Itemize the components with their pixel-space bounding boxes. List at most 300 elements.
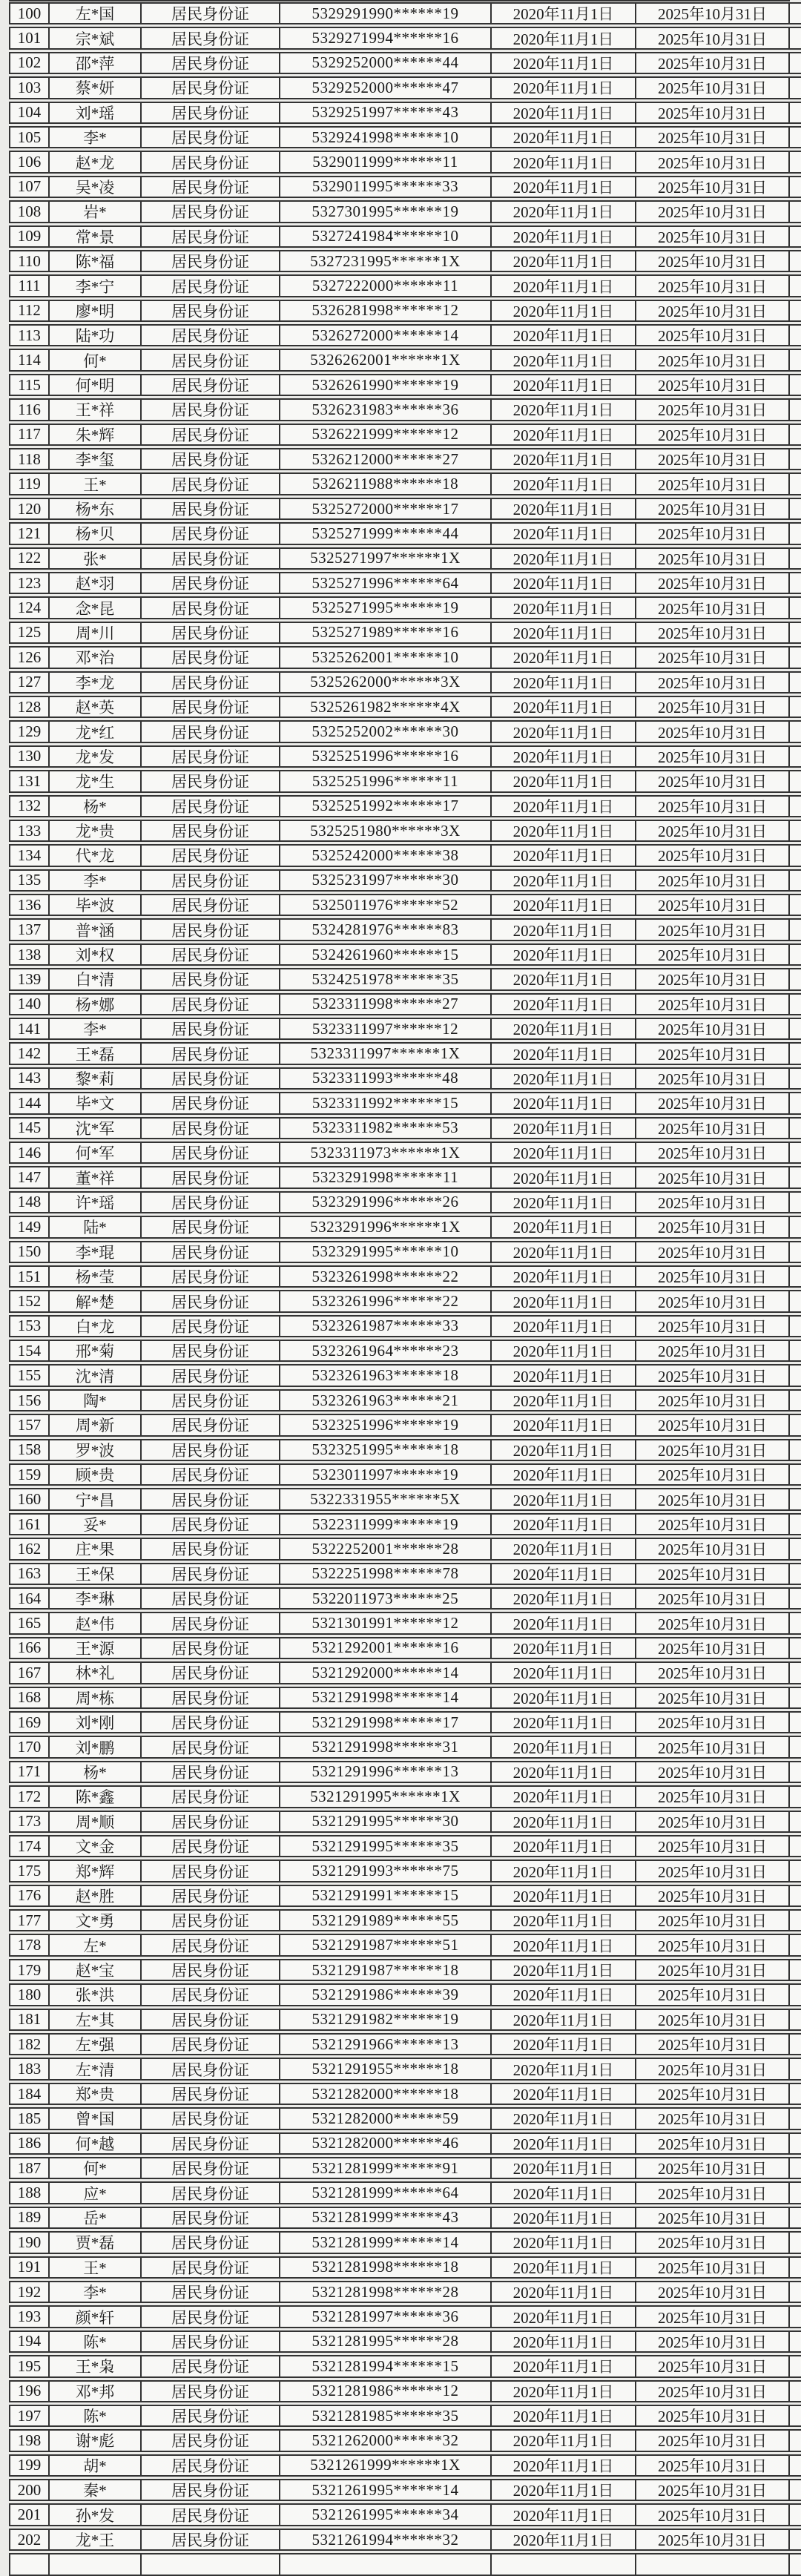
name-cell: 代*龙: [50, 846, 142, 865]
table-row: [9, 1811, 801, 1833]
table-row-box: [9, 2181, 790, 2204]
table-row: [9, 424, 801, 446]
row-number-cell: 142: [10, 1044, 50, 1063]
id-type-cell: 居民身份证: [142, 1167, 280, 1187]
next-column-sliver: [790, 1166, 801, 1188]
valid-from-cell: 2020年11月1日: [492, 1242, 636, 1262]
valid-to-cell: 2025年10月31日: [658, 673, 767, 692]
valid-to-cell: 2025年10月31日: [658, 2184, 767, 2203]
id-number-cell: 5323311997******12: [280, 1019, 492, 1038]
valid-from-cell: 2020年11月1日: [492, 2456, 636, 2475]
next-column-sliver: [790, 1909, 801, 1931]
valid-from-cell: 2020年11月1日: [492, 2059, 636, 2078]
next-column-sliver: [790, 2454, 801, 2477]
id-card-table: [9, 2, 801, 2576]
id-number-cell: 5323261987******33: [280, 1317, 492, 1336]
table-row: [9, 1067, 801, 1090]
valid-to-cell: 2025年10月31日: [658, 1317, 767, 1336]
valid-from-cell: 2020年11月1日: [492, 1119, 636, 1138]
row-number-cell: 197: [10, 2406, 50, 2425]
table-row: [9, 2305, 801, 2328]
valid-to-cell: 2025年10月31日: [658, 54, 767, 73]
table-row-box: [9, 2009, 790, 2031]
next-column-sliver: [790, 374, 801, 396]
table-row-box: [9, 76, 790, 99]
table-row: [9, 1241, 801, 1263]
valid-from-cell: 2020年11月1日: [492, 1539, 636, 1558]
name-cell: 蔡*妍: [50, 78, 142, 97]
next-column-sliver: [790, 869, 801, 892]
row-number-cell: 163: [10, 1564, 50, 1584]
table-row-box: [9, 1661, 790, 1684]
valid-to-cell: 2025年10月31日: [658, 2482, 767, 2500]
name-cell: 李*龙: [50, 673, 142, 692]
next-column-sliver: [790, 250, 801, 272]
id-number-cell: 5322311999******19: [280, 1515, 492, 1534]
valid-to-cell: 2025年10月31日: [658, 154, 767, 172]
name-cell: 左*其: [50, 2010, 142, 2029]
next-column-sliver: [790, 424, 801, 446]
id-number-cell: 5325231997******30: [280, 871, 492, 890]
valid-from-cell: 2020年11月1日: [492, 301, 636, 320]
table-row-box: [9, 1216, 790, 1238]
row-number-cell: 173: [10, 1812, 50, 1831]
table-row-box: [9, 2529, 790, 2551]
valid-from-cell: 2020年11月1日: [492, 598, 636, 617]
id-type-cell: 居民身份证: [142, 400, 280, 419]
name-cell: 廖*明: [50, 301, 142, 320]
table-row-box: [9, 1042, 790, 1064]
valid-to-cell: 2025年10月31日: [658, 1615, 767, 1633]
row-number-cell: 158: [10, 1440, 50, 1460]
table-row: [9, 1959, 801, 1981]
table-row-box: [9, 2281, 790, 2303]
next-column-sliver: [790, 102, 801, 124]
row-number-cell: 181: [10, 2010, 50, 2029]
id-number-cell: 5321291991******15: [280, 1886, 492, 1905]
id-number-cell: 5323011997******19: [280, 1465, 492, 1484]
valid-to-cell: 2025年10月31日: [658, 1491, 767, 1509]
name-cell: 刘*刚: [50, 1713, 142, 1732]
table-row-box: [9, 126, 790, 148]
next-column-sliver: [790, 1959, 801, 1981]
row-number-cell: 185: [10, 2109, 50, 2128]
name-cell: 赵*龙: [50, 152, 142, 171]
table-row: [9, 2181, 801, 2204]
row-number-cell: 170: [10, 1737, 50, 1756]
next-column-sliver: [790, 1414, 801, 1436]
valid-from-cell: 2020年11月1日: [492, 1935, 636, 1954]
valid-from-cell: 2020年11月1日: [492, 1564, 636, 1584]
table-row-box: [9, 1736, 790, 1758]
table-row-box: [9, 1612, 790, 1634]
table-row: [9, 1835, 801, 1857]
table-row-box: [9, 2058, 790, 2080]
table-row-box: [9, 1909, 790, 1931]
id-number-cell: 5324261960******15: [280, 945, 492, 964]
table-row-box: [9, 1191, 790, 1213]
table-row-box: [9, 1092, 790, 1114]
id-number-cell: 5321301991******12: [280, 1613, 492, 1633]
valid-from-cell: 2020年11月1日: [492, 152, 636, 171]
row-number-cell: 147: [10, 1167, 50, 1187]
next-column-sliver: [790, 943, 801, 966]
row-number-cell: 117: [10, 425, 50, 444]
id-type-cell: 居民身份证: [142, 350, 280, 369]
next-column-sliver: [790, 720, 801, 742]
id-type-cell: 居民身份证: [142, 895, 280, 915]
valid-from-cell: 2020年11月1日: [492, 28, 636, 47]
name-cell: 郑*辉: [50, 1861, 142, 1880]
table-row-box: [9, 1983, 790, 2006]
row-number-cell: 198: [10, 2431, 50, 2450]
table-row-box: [9, 398, 790, 421]
row-number-cell: 125: [10, 623, 50, 642]
name-cell: 念*昆: [50, 598, 142, 617]
valid-from-cell: 2020年11月1日: [492, 375, 636, 395]
row-number-cell: 139: [10, 969, 50, 989]
valid-from-cell: 2020年11月1日: [492, 1143, 636, 1162]
valid-from-cell: 2020年11月1日: [492, 1415, 636, 1434]
table-row: [9, 1711, 801, 1733]
next-column-sliver: [790, 968, 801, 990]
name-cell: 何*越: [50, 2134, 142, 2153]
row-number-cell: 146: [10, 1143, 50, 1162]
valid-from-cell: 2020年11月1日: [492, 1093, 636, 1113]
valid-from-cell: 2020年11月1日: [492, 2158, 636, 2178]
next-column-sliver: [790, 671, 801, 694]
row-number-cell: 120: [10, 499, 50, 518]
next-column-sliver: [790, 2553, 801, 2575]
row-number-cell: 152: [10, 1291, 50, 1311]
id-number-cell: 5321291989******55: [280, 1911, 492, 1930]
valid-from-cell: 2020年11月1日: [492, 846, 636, 865]
id-number-cell: 5329011999******11: [280, 152, 492, 171]
row-number-cell: 189: [10, 2208, 50, 2227]
id-type-cell: 居民身份证: [142, 1837, 280, 1856]
valid-from-cell: 2020年11月1日: [492, 2035, 636, 2054]
valid-to-cell: 2025年10月31日: [658, 5, 767, 24]
id-type-cell: 居民身份证: [142, 202, 280, 221]
valid-from-cell: 2020年11月1日: [492, 2480, 636, 2500]
table-row-box: [9, 1142, 790, 1164]
table-row-box: [9, 2132, 790, 2155]
valid-from-cell: 2020年11月1日: [492, 177, 636, 197]
table-row-box: [9, 2157, 790, 2179]
valid-to-cell: 2025年10月31日: [658, 2457, 767, 2475]
table-row-box: [9, 176, 790, 198]
table-row-box: [9, 1637, 790, 1659]
valid-to-cell: 2025年10月31日: [658, 995, 767, 1014]
id-number-cell: 5324281976******83: [280, 920, 492, 939]
id-number-cell: 5323261998******22: [280, 1267, 492, 1286]
valid-from-cell: 2020年11月1日: [492, 995, 636, 1014]
next-column-sliver: [790, 1216, 801, 1238]
id-type-cell: 居民身份证: [142, 2035, 280, 2054]
id-type-cell: 居民身份证: [142, 2332, 280, 2351]
name-cell: 龙*贵: [50, 821, 142, 840]
row-number-cell: 141: [10, 1019, 50, 1038]
table-row: [9, 1885, 801, 1907]
row-number-cell: 186: [10, 2134, 50, 2153]
name-cell: 龙*红: [50, 722, 142, 741]
id-type-cell: 居民身份证: [142, 128, 280, 147]
table-row-box: [9, 2033, 790, 2055]
next-column-sliver: [790, 1811, 801, 1833]
valid-from-cell: 2020年11月1日: [492, 2307, 636, 2326]
id-type-cell: 居民身份证: [142, 1242, 280, 1262]
table-row: [9, 795, 801, 817]
table-row: [9, 1265, 801, 1288]
table-row-box: [9, 1538, 790, 1560]
valid-to-cell: 2025年10月31日: [658, 2382, 767, 2401]
name-cell: 颜*轩: [50, 2307, 142, 2326]
valid-to-cell: 2025年10月31日: [658, 1887, 767, 1905]
next-column-sliver: [790, 1637, 801, 1659]
next-column-sliver: [790, 1513, 801, 1535]
row-number-cell: 132: [10, 797, 50, 816]
id-type-cell: 居民身份证: [142, 2134, 280, 2153]
table-row-box: [9, 2405, 790, 2427]
valid-to-cell: 2025年10月31日: [658, 723, 767, 742]
id-number-cell: 5329251997******43: [280, 103, 492, 122]
valid-from-cell: 2020年11月1日: [492, 425, 636, 444]
table-row: [9, 1414, 801, 1436]
name-cell: 何*: [50, 2158, 142, 2178]
id-type-cell: 居民身份证: [142, 449, 280, 469]
valid-from-cell: 2020年11月1日: [492, 128, 636, 147]
valid-from-cell: 2020年11月1日: [492, 2282, 636, 2302]
id-number-cell: 5325251992******17: [280, 797, 492, 816]
table-row-box: [9, 596, 790, 619]
valid-from-cell: 2020年11月1日: [492, 2406, 636, 2425]
valid-to-cell: 2025年10月31日: [658, 1367, 767, 1386]
next-column-sliver: [790, 646, 801, 668]
id-type-cell: 居民身份证: [142, 573, 280, 593]
table-row: [9, 2281, 801, 2303]
id-type-cell: 居民身份证: [142, 1812, 280, 1831]
id-number-cell: 5321291995******30: [280, 1812, 492, 1831]
valid-from-cell: 2020年11月1日: [492, 1688, 636, 1707]
next-column-sliver: [790, 225, 801, 248]
table-row: [9, 943, 801, 966]
name-cell: 白*清: [50, 969, 142, 989]
valid-to-cell: 2025年10月31日: [658, 2432, 767, 2451]
valid-from-cell: 2020年11月1日: [492, 1267, 636, 1286]
table-row-box: [9, 300, 790, 322]
id-number-cell: 5329291990******19: [280, 4, 492, 23]
row-number-cell: 182: [10, 2035, 50, 2054]
id-type-cell: 居民身份证: [142, 1589, 280, 1608]
valid-from-cell: 2020年11月1日: [492, 1663, 636, 1682]
row-number-cell: 148: [10, 1193, 50, 1212]
id-type-cell: 居民身份证: [142, 53, 280, 73]
table-row-box: [9, 1885, 790, 1907]
valid-to-cell: 2025年10月31日: [658, 1268, 767, 1287]
table-row: [9, 547, 801, 570]
table-row: [9, 1166, 801, 1188]
valid-from-cell: 2020年11月1日: [492, 1911, 636, 1930]
row-number-cell: 154: [10, 1341, 50, 1360]
row-number-cell: 150: [10, 1242, 50, 1262]
table-row: [9, 1637, 801, 1659]
id-type-cell: 居民身份证: [142, 2282, 280, 2302]
id-number-cell: 5325251980******3X: [280, 821, 492, 840]
table-row: [9, 1909, 801, 1931]
id-number-cell: 5326231983******36: [280, 400, 492, 419]
row-number-cell: 155: [10, 1366, 50, 1385]
name-cell: 郑*贵: [50, 2084, 142, 2104]
table-row: [9, 2157, 801, 2179]
name-cell: 曾*国: [50, 2109, 142, 2128]
table-row-box: [9, 2479, 790, 2501]
table-row-box: [9, 1687, 790, 1709]
table-row: [9, 200, 801, 223]
id-type-cell: 居民身份证: [142, 1119, 280, 1138]
id-type-cell: 居民身份证: [142, 648, 280, 667]
id-number-cell: 5323261964******23: [280, 1341, 492, 1360]
row-number-cell: 168: [10, 1688, 50, 1707]
row-number-cell: 138: [10, 945, 50, 964]
next-column-sliver: [790, 1934, 801, 1956]
table-row: [9, 2033, 801, 2055]
valid-to-cell: 2025年10月31日: [658, 401, 767, 420]
table-row: [9, 498, 801, 520]
id-number-cell: 5327222000******11: [280, 276, 492, 295]
name-cell: 普*涵: [50, 920, 142, 939]
valid-to-cell: 2025年10月31日: [658, 1639, 767, 1658]
name-cell: 文*勇: [50, 1911, 142, 1930]
valid-from-cell: 2020年11月1日: [492, 2356, 636, 2376]
row-number-cell: 190: [10, 2233, 50, 2252]
valid-to-cell: 2025年10月31日: [658, 847, 767, 866]
id-number-cell: 5329252000******44: [280, 53, 492, 73]
id-type-cell: 居民身份证: [142, 2382, 280, 2401]
id-number-cell: 5321261995******34: [280, 2505, 492, 2524]
next-column-sliver: [790, 2058, 801, 2080]
name-cell: 宗*斌: [50, 28, 142, 47]
table-row-box: [9, 2454, 790, 2477]
next-column-sliver: [790, 1340, 801, 1362]
table-row-box: [9, 1835, 790, 1857]
table-row-box: [9, 1463, 790, 1486]
valid-to-cell: 2025年10月31日: [658, 1243, 767, 1262]
valid-to-cell: 2025年10月31日: [658, 228, 767, 246]
row-number-cell: 169: [10, 1713, 50, 1732]
id-number-cell: 5326221999******12: [280, 425, 492, 444]
table-row: [9, 894, 801, 916]
id-type-cell: 居民身份证: [142, 2530, 280, 2549]
name-cell: 庄*果: [50, 1539, 142, 1558]
valid-to-cell: 2025年10月31日: [658, 2086, 767, 2104]
valid-from-cell: 2020年11月1日: [492, 2233, 636, 2252]
id-number-cell: 5321282000******18: [280, 2084, 492, 2104]
id-number-cell: 5325251996******16: [280, 747, 492, 766]
name-cell: 赵*胜: [50, 1886, 142, 1905]
row-number-cell: 149: [10, 1217, 50, 1236]
id-number-cell: 5323261996******22: [280, 1291, 492, 1311]
row-number-cell: 108: [10, 202, 50, 221]
name-cell: 左*强: [50, 2035, 142, 2054]
table-row-box: [9, 27, 790, 49]
valid-to-cell: 2025年10月31日: [658, 575, 767, 593]
valid-to-cell: 2025年10月31日: [658, 178, 767, 197]
next-column-sliver: [790, 1711, 801, 1733]
id-number-cell: 5322011973******25: [280, 1589, 492, 1608]
id-type-cell: 居民身份证: [142, 1638, 280, 1658]
id-number-cell: 5324251978******35: [280, 969, 492, 989]
table-row-box: [9, 1934, 790, 1956]
name-cell: 岩*: [50, 202, 142, 221]
row-number-cell: 179: [10, 1960, 50, 1980]
name-cell: 沈*军: [50, 1119, 142, 1138]
row-number-cell: 111: [10, 276, 50, 295]
name-cell: 周*新: [50, 1415, 142, 1434]
id-number-cell: 5329241998******10: [280, 128, 492, 147]
id-number-cell: 5327231995******1X: [280, 251, 492, 271]
table-row-box: [9, 2429, 790, 2451]
valid-to-cell: 2025年10月31日: [658, 550, 767, 568]
valid-to-cell: 2025年10月31日: [658, 1788, 767, 1807]
valid-from-cell: 2020年11月1日: [492, 202, 636, 221]
table-row: [9, 374, 801, 396]
id-type-cell: 居民身份证: [142, 1465, 280, 1484]
id-type-cell: 居民身份证: [142, 1886, 280, 1905]
name-cell: 毕*文: [50, 1093, 142, 1113]
valid-to-cell: 2025年10月31日: [658, 2333, 767, 2351]
table-row-box: [9, 2083, 790, 2105]
row-number-cell: 116: [10, 400, 50, 419]
table-row-box: [9, 2305, 790, 2328]
id-type-cell: 居民身份证: [142, 524, 280, 543]
id-type-cell: 居民身份证: [142, 2258, 280, 2277]
previous-row-border: [9, 0, 790, 1]
table-row-box: [9, 918, 790, 941]
table-row-box: [9, 1959, 790, 1981]
name-cell: 邓*治: [50, 648, 142, 667]
name-cell: 李*: [50, 2282, 142, 2302]
table-row: [9, 27, 801, 49]
row-number-cell: 199: [10, 2456, 50, 2475]
id-number-cell: 5322251998******78: [280, 1564, 492, 1584]
table-row: [9, 2529, 801, 2551]
name-cell: 刘*鹏: [50, 1737, 142, 1756]
valid-from-cell: 2020年11月1日: [492, 573, 636, 593]
id-number-cell: 5321291966******13: [280, 2035, 492, 2054]
valid-to-cell: 2025年10月31日: [658, 1590, 767, 1609]
valid-to-cell: 2025年10月31日: [658, 2061, 767, 2079]
table-row-box: [9, 1166, 790, 1188]
row-number-cell: 196: [10, 2382, 50, 2401]
table-row: [9, 1859, 801, 1882]
id-number-cell: 5325261982******4X: [280, 697, 492, 717]
valid-from-cell: 2020年11月1日: [492, 1985, 636, 2004]
id-type-cell: 居民身份证: [142, 1985, 280, 2004]
next-column-sliver: [790, 1191, 801, 1213]
valid-to-cell: 2025年10月31日: [658, 599, 767, 618]
table-row: [9, 2058, 801, 2080]
row-number-cell: 200: [10, 2480, 50, 2500]
row-number-cell: 171: [10, 1762, 50, 1782]
valid-from-cell: 2020年11月1日: [492, 1737, 636, 1756]
valid-from-cell: 2020年11月1日: [492, 771, 636, 791]
id-type-cell: 居民身份证: [142, 673, 280, 692]
valid-to-cell: 2025年10月31日: [658, 1219, 767, 1237]
id-type-cell: 居民身份证: [142, 2431, 280, 2450]
row-number-cell: 176: [10, 1886, 50, 1905]
valid-to-cell: 2025年10月31日: [658, 2284, 767, 2302]
valid-to-cell: 2025年10月31日: [658, 872, 767, 890]
